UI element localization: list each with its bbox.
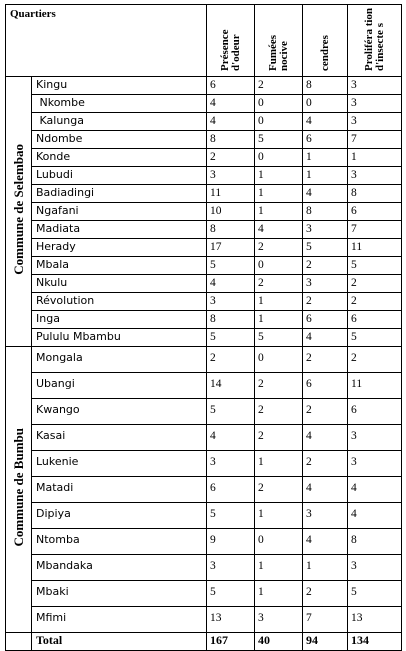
value-cell: 8: [207, 311, 255, 329]
total-value: 40: [255, 633, 303, 651]
value-cell: 6: [348, 203, 402, 221]
value-cell: 6: [303, 373, 348, 399]
quartier-cell: Pululu Mbambu: [32, 329, 207, 347]
value-cell: 3: [348, 95, 402, 113]
total-value: 134: [348, 633, 402, 651]
header-odeur: Présence d'odeur: [207, 5, 255, 77]
header-row: [6, 5, 402, 77]
table-row: [6, 239, 402, 257]
value-cell: 3: [303, 503, 348, 529]
quartier-cell: Révolution: [32, 293, 207, 311]
value-cell: 5: [207, 581, 255, 607]
value-cell: 2: [303, 257, 348, 275]
table-row: [6, 581, 402, 607]
table-row: [6, 399, 402, 425]
table-row: [6, 203, 402, 221]
value-cell: 4: [303, 425, 348, 451]
table-row: [6, 477, 402, 503]
value-cell: 3: [348, 77, 402, 95]
value-cell: 2: [303, 399, 348, 425]
value-cell: 4: [255, 221, 303, 239]
quartier-cell: Mfimi: [32, 607, 207, 633]
value-cell: 5: [207, 503, 255, 529]
table-row: [6, 373, 402, 399]
value-cell: 2: [255, 239, 303, 257]
value-cell: 4: [207, 425, 255, 451]
table-row: [6, 275, 402, 293]
total-label: Total: [32, 633, 207, 651]
value-cell: 5: [207, 399, 255, 425]
value-cell: 3: [255, 607, 303, 633]
total-value: 94: [303, 633, 348, 651]
table-row: [6, 555, 402, 581]
quartier-cell: Lubudi: [32, 167, 207, 185]
value-cell: 11: [348, 239, 402, 257]
value-cell: 1: [255, 451, 303, 477]
value-cell: 1: [255, 203, 303, 221]
value-cell: 1: [255, 555, 303, 581]
data-table: [5, 4, 402, 651]
value-cell: 2: [255, 425, 303, 451]
table-row: [6, 347, 402, 373]
value-cell: 0: [255, 113, 303, 131]
value-cell: 6: [303, 131, 348, 149]
value-cell: 4: [207, 95, 255, 113]
value-cell: 4: [303, 185, 348, 203]
quartier-cell: Badiadingi: [32, 185, 207, 203]
quartier-cell: Ngafani: [32, 203, 207, 221]
value-cell: 1: [255, 185, 303, 203]
value-cell: 2: [303, 581, 348, 607]
value-cell: 8: [207, 131, 255, 149]
table-row: [6, 329, 402, 347]
value-cell: 3: [303, 275, 348, 293]
quartier-cell: Kasai: [32, 425, 207, 451]
value-cell: 3: [303, 221, 348, 239]
value-cell: 5: [207, 329, 255, 347]
value-cell: 3: [348, 425, 402, 451]
commune-label: Commune de Selembao: [6, 77, 32, 347]
table-row: [6, 607, 402, 633]
value-cell: 0: [255, 529, 303, 555]
quartier-cell: Mbandaka: [32, 555, 207, 581]
quartier-cell: Nkulu: [32, 275, 207, 293]
table-row: [6, 149, 402, 167]
value-cell: 7: [348, 221, 402, 239]
value-cell: 1: [255, 311, 303, 329]
value-cell: 5: [348, 581, 402, 607]
value-cell: 4: [303, 329, 348, 347]
quartier-cell: Kingu: [32, 77, 207, 95]
quartier-cell: Mongala: [32, 347, 207, 373]
quartier-cell: Lukenie: [32, 451, 207, 477]
header-quartiers: Quartiers: [6, 5, 207, 77]
value-cell: 14: [207, 373, 255, 399]
value-cell: 6: [207, 477, 255, 503]
quartier-cell: Ntomba: [32, 529, 207, 555]
value-cell: 6: [348, 399, 402, 425]
value-cell: 3: [207, 451, 255, 477]
value-cell: 3: [348, 555, 402, 581]
value-cell: 1: [255, 503, 303, 529]
value-cell: 6: [348, 311, 402, 329]
quartier-cell: Ubangi: [32, 373, 207, 399]
table-row: [6, 503, 402, 529]
value-cell: 1: [303, 149, 348, 167]
value-cell: 3: [348, 167, 402, 185]
value-cell: 2: [303, 451, 348, 477]
header-insectes: Proliféra tion d'insecte s: [348, 5, 402, 77]
value-cell: 11: [207, 185, 255, 203]
table-row: [6, 529, 402, 555]
quartier-cell: Mbala: [32, 257, 207, 275]
value-cell: 3: [207, 167, 255, 185]
value-cell: 7: [303, 607, 348, 633]
value-cell: 13: [207, 607, 255, 633]
commune-label: Commune de Bumbu: [6, 347, 32, 633]
value-cell: 5: [255, 131, 303, 149]
quartier-cell: Nkombe: [32, 95, 207, 113]
value-cell: 17: [207, 239, 255, 257]
quartier-cell: Kalunga: [32, 113, 207, 131]
value-cell: 8: [303, 77, 348, 95]
value-cell: 4: [303, 477, 348, 503]
table-row: [6, 425, 402, 451]
value-cell: 0: [255, 347, 303, 373]
table-row: [6, 221, 402, 239]
value-cell: 8: [348, 529, 402, 555]
header-cendres: cendres: [303, 5, 348, 77]
value-cell: 1: [255, 293, 303, 311]
quartier-cell: Kwango: [32, 399, 207, 425]
quartier-cell: Madiata: [32, 221, 207, 239]
value-cell: 2: [303, 293, 348, 311]
value-cell: 5: [348, 329, 402, 347]
value-cell: 2: [348, 275, 402, 293]
quartier-cell: Ndombe: [32, 131, 207, 149]
value-cell: 3: [207, 293, 255, 311]
value-cell: 8: [207, 221, 255, 239]
table-row: [6, 113, 402, 131]
value-cell: 4: [303, 529, 348, 555]
table-row: [6, 77, 402, 95]
value-cell: 4: [207, 113, 255, 131]
value-cell: 5: [348, 257, 402, 275]
value-cell: 6: [207, 77, 255, 95]
table-row: [6, 293, 402, 311]
value-cell: 0: [255, 95, 303, 113]
total-spacer: [6, 633, 32, 651]
value-cell: 0: [255, 149, 303, 167]
total-value: 167: [207, 633, 255, 651]
value-cell: 10: [207, 203, 255, 221]
table-row: [6, 257, 402, 275]
value-cell: 0: [303, 95, 348, 113]
value-cell: 9: [207, 529, 255, 555]
quartier-cell: Mbaki: [32, 581, 207, 607]
table-row: [6, 167, 402, 185]
value-cell: 3: [348, 451, 402, 477]
value-cell: 3: [348, 113, 402, 131]
value-cell: 1: [255, 581, 303, 607]
value-cell: 5: [207, 257, 255, 275]
value-cell: 1: [303, 555, 348, 581]
quartier-cell: Matadi: [32, 477, 207, 503]
value-cell: 2: [207, 149, 255, 167]
table-row: [6, 131, 402, 149]
value-cell: 8: [348, 185, 402, 203]
quartier-cell: Inga: [32, 311, 207, 329]
value-cell: 0: [255, 257, 303, 275]
value-cell: 2: [303, 347, 348, 373]
value-cell: 13: [348, 607, 402, 633]
value-cell: 4: [207, 275, 255, 293]
quartier-cell: Herady: [32, 239, 207, 257]
table-row: [6, 451, 402, 477]
value-cell: 2: [255, 399, 303, 425]
value-cell: 2: [255, 477, 303, 503]
value-cell: 11: [348, 373, 402, 399]
table-row: [6, 185, 402, 203]
quartier-cell: Konde: [32, 149, 207, 167]
value-cell: 2: [255, 77, 303, 95]
total-row: [6, 633, 402, 651]
quartier-cell: Dipiya: [32, 503, 207, 529]
value-cell: 8: [303, 203, 348, 221]
value-cell: 1: [303, 167, 348, 185]
value-cell: 1: [255, 167, 303, 185]
value-cell: 4: [348, 477, 402, 503]
value-cell: 5: [303, 239, 348, 257]
value-cell: 4: [303, 113, 348, 131]
value-cell: 5: [255, 329, 303, 347]
value-cell: 6: [303, 311, 348, 329]
value-cell: 2: [255, 275, 303, 293]
value-cell: 4: [348, 503, 402, 529]
value-cell: 2: [348, 293, 402, 311]
header-fumees: Fumées nocive: [255, 5, 303, 77]
table-row: [6, 95, 402, 113]
value-cell: 1: [348, 149, 402, 167]
value-cell: 2: [348, 347, 402, 373]
value-cell: 7: [348, 131, 402, 149]
value-cell: 3: [207, 555, 255, 581]
value-cell: 2: [255, 373, 303, 399]
table-row: [6, 311, 402, 329]
value-cell: 2: [207, 347, 255, 373]
